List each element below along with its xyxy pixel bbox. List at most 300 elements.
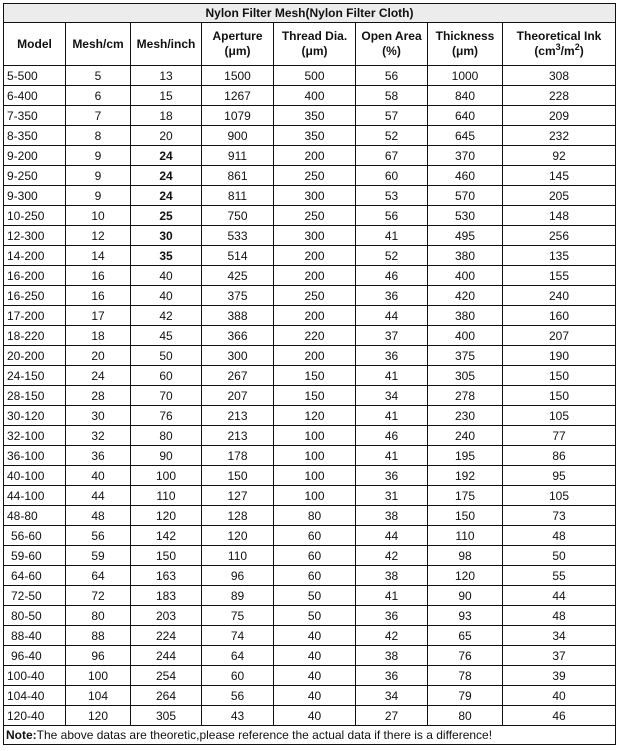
- cell-thread-dia: 120: [274, 406, 356, 426]
- cell-aperture: 1267: [202, 86, 274, 106]
- header-thread-label: Thread Dia.: [281, 29, 348, 43]
- cell-mesh-cm: 32: [66, 426, 131, 446]
- cell-thickness: 78: [428, 666, 503, 686]
- table-row: [4, 626, 616, 646]
- table-row: [4, 346, 616, 366]
- cell-thread-dia: 150: [274, 366, 356, 386]
- cell-open-area: 31: [356, 486, 428, 506]
- cell-open-area: 36: [356, 606, 428, 626]
- table-row: [4, 306, 616, 326]
- cell-thread-dia: 60: [274, 546, 356, 566]
- header-model: Model: [4, 23, 66, 66]
- cell-theoretical-ink: 209: [503, 106, 616, 126]
- cell-model: 40-100: [4, 466, 66, 486]
- cell-mesh-inch: 120: [131, 506, 202, 526]
- table-row: [4, 426, 616, 446]
- cell-mesh-cm: 24: [66, 366, 131, 386]
- cell-thickness: 90: [428, 586, 503, 606]
- cell-model: 28-150: [4, 386, 66, 406]
- table-header-row: [4, 23, 616, 66]
- cell-mesh-cm: 16: [66, 266, 131, 286]
- cell-open-area: 56: [356, 206, 428, 226]
- cell-mesh-inch: 24: [131, 166, 202, 186]
- cell-aperture: 60: [202, 666, 274, 686]
- cell-open-area: 52: [356, 246, 428, 266]
- cell-mesh-cm: 14: [66, 246, 131, 266]
- table-row: [4, 486, 616, 506]
- cell-thickness: 230: [428, 406, 503, 426]
- cell-thickness: 150: [428, 506, 503, 526]
- cell-aperture: 514: [202, 246, 274, 266]
- cell-thickness: 530: [428, 206, 503, 226]
- table-row: [4, 506, 616, 526]
- cell-model: 18-220: [4, 326, 66, 346]
- cell-open-area: 36: [356, 286, 428, 306]
- cell-aperture: 178: [202, 446, 274, 466]
- cell-open-area: 34: [356, 686, 428, 706]
- cell-aperture: 861: [202, 166, 274, 186]
- cell-theoretical-ink: 105: [503, 486, 616, 506]
- cell-aperture: 533: [202, 226, 274, 246]
- cell-thread-dia: 250: [274, 286, 356, 306]
- cell-model: 8-350: [4, 126, 66, 146]
- cell-model: 10-250: [4, 206, 66, 226]
- cell-theoretical-ink: 190: [503, 346, 616, 366]
- cell-mesh-inch: 305: [131, 706, 202, 726]
- cell-theoretical-ink: 92: [503, 146, 616, 166]
- cell-thread-dia: 40: [274, 626, 356, 646]
- cell-thickness: 93: [428, 606, 503, 626]
- cell-thread-dia: 100: [274, 466, 356, 486]
- cell-open-area: 42: [356, 546, 428, 566]
- cell-theoretical-ink: 34: [503, 626, 616, 646]
- cell-thickness: 278: [428, 386, 503, 406]
- cell-aperture: 750: [202, 206, 274, 226]
- table-row: [4, 566, 616, 586]
- cell-aperture: 811: [202, 186, 274, 206]
- header-theoretical-ink: [503, 23, 616, 66]
- cell-model: 12-300: [4, 226, 66, 246]
- header-open-label: Open Area: [361, 29, 422, 43]
- header-aperture-label: Aperture: [212, 29, 263, 43]
- cell-mesh-inch: 24: [131, 146, 202, 166]
- cell-mesh-inch: 50: [131, 346, 202, 366]
- cell-theoretical-ink: 232: [503, 126, 616, 146]
- header-ink-label: Theoretical Ink: [516, 29, 602, 43]
- table-row: [4, 106, 616, 126]
- cell-open-area: 41: [356, 406, 428, 426]
- header-aperture-unit: (μm): [224, 44, 251, 58]
- cell-thread-dia: 40: [274, 666, 356, 686]
- cell-model: 7-350: [4, 106, 66, 126]
- cell-open-area: 41: [356, 226, 428, 246]
- header-aperture: [202, 23, 274, 66]
- cell-thickness: 98: [428, 546, 503, 566]
- cell-thickness: 80: [428, 706, 503, 726]
- cell-theoretical-ink: 39: [503, 666, 616, 686]
- cell-theoretical-ink: 37: [503, 646, 616, 666]
- cell-mesh-cm: 7: [66, 106, 131, 126]
- table-row: [4, 66, 616, 86]
- cell-open-area: 41: [356, 366, 428, 386]
- cell-model: 56-60: [4, 526, 66, 546]
- table-row: [4, 366, 616, 386]
- note-label: Note:: [6, 728, 37, 742]
- ink-unit-sup-b: 2: [574, 42, 580, 52]
- table-title-row: [4, 4, 616, 23]
- cell-aperture: 425: [202, 266, 274, 286]
- cell-mesh-cm: 40: [66, 466, 131, 486]
- cell-mesh-cm: 36: [66, 446, 131, 466]
- cell-mesh-inch: 100: [131, 466, 202, 486]
- cell-theoretical-ink: 256: [503, 226, 616, 246]
- cell-theoretical-ink: 205: [503, 186, 616, 206]
- cell-open-area: 44: [356, 306, 428, 326]
- cell-thickness: 120: [428, 566, 503, 586]
- table-row: [4, 686, 616, 706]
- cell-mesh-cm: 18: [66, 326, 131, 346]
- cell-thickness: 1000: [428, 66, 503, 86]
- cell-thread-dia: 300: [274, 186, 356, 206]
- table-note: [4, 726, 616, 745]
- cell-thread-dia: 50: [274, 586, 356, 606]
- cell-aperture: 911: [202, 146, 274, 166]
- cell-thickness: 370: [428, 146, 503, 166]
- cell-thread-dia: 250: [274, 166, 356, 186]
- cell-mesh-inch: 163: [131, 566, 202, 586]
- cell-mesh-inch: 203: [131, 606, 202, 626]
- cell-theoretical-ink: 148: [503, 206, 616, 226]
- cell-mesh-inch: 18: [131, 106, 202, 126]
- table-row: [4, 186, 616, 206]
- cell-mesh-cm: 44: [66, 486, 131, 506]
- cell-thickness: 240: [428, 426, 503, 446]
- cell-open-area: 36: [356, 666, 428, 686]
- cell-open-area: 36: [356, 346, 428, 366]
- cell-thread-dia: 40: [274, 646, 356, 666]
- cell-theoretical-ink: 150: [503, 366, 616, 386]
- cell-mesh-cm: 9: [66, 146, 131, 166]
- cell-model: 59-60: [4, 546, 66, 566]
- cell-open-area: 34: [356, 386, 428, 406]
- cell-theoretical-ink: 55: [503, 566, 616, 586]
- cell-theoretical-ink: 95: [503, 466, 616, 486]
- cell-thread-dia: 200: [274, 246, 356, 266]
- cell-theoretical-ink: 73: [503, 506, 616, 526]
- cell-thickness: 195: [428, 446, 503, 466]
- cell-model: 24-150: [4, 366, 66, 386]
- header-open-unit: (%): [382, 44, 401, 58]
- cell-thread-dia: 80: [274, 506, 356, 526]
- cell-thickness: 420: [428, 286, 503, 306]
- table-title: Nylon Filter Mesh(Nylon Filter Cloth): [4, 4, 616, 23]
- table-row: [4, 586, 616, 606]
- cell-aperture: 56: [202, 686, 274, 706]
- cell-mesh-cm: 88: [66, 626, 131, 646]
- cell-model: 44-100: [4, 486, 66, 506]
- cell-mesh-cm: 28: [66, 386, 131, 406]
- cell-open-area: 60: [356, 166, 428, 186]
- cell-aperture: 388: [202, 306, 274, 326]
- note-row: [4, 726, 616, 745]
- cell-thickness: 76: [428, 646, 503, 666]
- cell-mesh-inch: 110: [131, 486, 202, 506]
- table-row: [4, 706, 616, 726]
- ink-unit-part-b: /m: [560, 44, 575, 58]
- cell-model: 104-40: [4, 686, 66, 706]
- cell-aperture: 1079: [202, 106, 274, 126]
- cell-open-area: 42: [356, 626, 428, 646]
- cell-mesh-inch: 30: [131, 226, 202, 246]
- cell-thickness: 640: [428, 106, 503, 126]
- cell-mesh-inch: 244: [131, 646, 202, 666]
- header-thickness: [428, 23, 503, 66]
- cell-thread-dia: 40: [274, 686, 356, 706]
- cell-mesh-inch: 40: [131, 286, 202, 306]
- cell-mesh-inch: 24: [131, 186, 202, 206]
- table-row: [4, 666, 616, 686]
- ink-unit-sup-a: 3: [555, 42, 561, 52]
- cell-thickness: 495: [428, 226, 503, 246]
- cell-aperture: 213: [202, 406, 274, 426]
- cell-open-area: 44: [356, 526, 428, 546]
- cell-model: 9-200: [4, 146, 66, 166]
- cell-model: 20-200: [4, 346, 66, 366]
- cell-mesh-inch: 42: [131, 306, 202, 326]
- cell-thread-dia: 150: [274, 386, 356, 406]
- cell-thickness: 375: [428, 346, 503, 366]
- table-row: [4, 86, 616, 106]
- header-thread-unit: (μm): [301, 44, 328, 58]
- cell-thread-dia: 100: [274, 486, 356, 506]
- cell-mesh-cm: 72: [66, 586, 131, 606]
- cell-thread-dia: 100: [274, 426, 356, 446]
- cell-thickness: 65: [428, 626, 503, 646]
- cell-mesh-cm: 120: [66, 706, 131, 726]
- cell-thickness: 305: [428, 366, 503, 386]
- cell-mesh-inch: 20: [131, 126, 202, 146]
- cell-thread-dia: 200: [274, 306, 356, 326]
- nylon-filter-mesh-table: [3, 3, 616, 745]
- table-row: [4, 386, 616, 406]
- table-row: [4, 286, 616, 306]
- table-row: [4, 206, 616, 226]
- cell-theoretical-ink: 40: [503, 686, 616, 706]
- table-row: [4, 546, 616, 566]
- spec-table-container: [3, 3, 615, 745]
- cell-theoretical-ink: 145: [503, 166, 616, 186]
- ink-unit-part-a: (cm: [534, 44, 556, 58]
- cell-aperture: 267: [202, 366, 274, 386]
- cell-theoretical-ink: 48: [503, 606, 616, 626]
- cell-theoretical-ink: 135: [503, 246, 616, 266]
- cell-mesh-cm: 30: [66, 406, 131, 426]
- cell-theoretical-ink: 150: [503, 386, 616, 406]
- cell-aperture: 89: [202, 586, 274, 606]
- cell-aperture: 110: [202, 546, 274, 566]
- cell-mesh-inch: 60: [131, 366, 202, 386]
- cell-thread-dia: 100: [274, 446, 356, 466]
- cell-model: 36-100: [4, 446, 66, 466]
- cell-mesh-inch: 264: [131, 686, 202, 706]
- cell-model: 32-100: [4, 426, 66, 446]
- cell-mesh-inch: 224: [131, 626, 202, 646]
- cell-thickness: 570: [428, 186, 503, 206]
- cell-model: 96-40: [4, 646, 66, 666]
- cell-open-area: 46: [356, 426, 428, 446]
- cell-theoretical-ink: 228: [503, 86, 616, 106]
- cell-theoretical-ink: 105: [503, 406, 616, 426]
- cell-open-area: 67: [356, 146, 428, 166]
- cell-thread-dia: 350: [274, 106, 356, 126]
- cell-mesh-inch: 13: [131, 66, 202, 86]
- cell-mesh-inch: 183: [131, 586, 202, 606]
- cell-theoretical-ink: 44: [503, 586, 616, 606]
- cell-mesh-inch: 76: [131, 406, 202, 426]
- cell-mesh-cm: 56: [66, 526, 131, 546]
- cell-mesh-cm: 104: [66, 686, 131, 706]
- cell-mesh-inch: 25: [131, 206, 202, 226]
- cell-mesh-cm: 48: [66, 506, 131, 526]
- cell-mesh-cm: 12: [66, 226, 131, 246]
- cell-theoretical-ink: 207: [503, 326, 616, 346]
- cell-thread-dia: 200: [274, 346, 356, 366]
- cell-thread-dia: 60: [274, 526, 356, 546]
- cell-mesh-cm: 16: [66, 286, 131, 306]
- cell-theoretical-ink: 77: [503, 426, 616, 446]
- cell-mesh-inch: 90: [131, 446, 202, 466]
- cell-open-area: 58: [356, 86, 428, 106]
- cell-model: 64-60: [4, 566, 66, 586]
- cell-mesh-inch: 70: [131, 386, 202, 406]
- cell-model: 9-250: [4, 166, 66, 186]
- cell-open-area: 38: [356, 566, 428, 586]
- cell-theoretical-ink: 308: [503, 66, 616, 86]
- cell-thickness: 175: [428, 486, 503, 506]
- cell-model: 80-50: [4, 606, 66, 626]
- header-mesh-inch: Mesh/inch: [131, 23, 202, 66]
- cell-theoretical-ink: 46: [503, 706, 616, 726]
- cell-aperture: 300: [202, 346, 274, 366]
- cell-thread-dia: 350: [274, 126, 356, 146]
- table-row: [4, 326, 616, 346]
- cell-open-area: 36: [356, 466, 428, 486]
- cell-aperture: 213: [202, 426, 274, 446]
- cell-open-area: 38: [356, 506, 428, 526]
- note-text: The above datas are theoretic,please reference the actual data if there is a difference!: [36, 728, 493, 742]
- table-row: [4, 446, 616, 466]
- table-row: [4, 226, 616, 246]
- cell-open-area: 53: [356, 186, 428, 206]
- header-open-area: [356, 23, 428, 66]
- cell-mesh-cm: 6: [66, 86, 131, 106]
- table-row: [4, 126, 616, 146]
- cell-mesh-inch: 35: [131, 246, 202, 266]
- cell-aperture: 1500: [202, 66, 274, 86]
- cell-model: 5-500: [4, 66, 66, 86]
- cell-model: 88-40: [4, 626, 66, 646]
- cell-aperture: 64: [202, 646, 274, 666]
- cell-thread-dia: 40: [274, 706, 356, 726]
- cell-mesh-inch: 150: [131, 546, 202, 566]
- cell-model: 48-80: [4, 506, 66, 526]
- cell-open-area: 27: [356, 706, 428, 726]
- cell-mesh-cm: 9: [66, 166, 131, 186]
- cell-thread-dia: 400: [274, 86, 356, 106]
- cell-model: 9-300: [4, 186, 66, 206]
- table-row: [4, 246, 616, 266]
- cell-open-area: 56: [356, 66, 428, 86]
- table-row: [4, 646, 616, 666]
- cell-thread-dia: 200: [274, 146, 356, 166]
- cell-thickness: 380: [428, 246, 503, 266]
- cell-model: 14-200: [4, 246, 66, 266]
- cell-model: 17-200: [4, 306, 66, 326]
- header-thread-dia: [274, 23, 356, 66]
- cell-open-area: 46: [356, 266, 428, 286]
- cell-thread-dia: 220: [274, 326, 356, 346]
- cell-open-area: 37: [356, 326, 428, 346]
- cell-aperture: 128: [202, 506, 274, 526]
- cell-open-area: 57: [356, 106, 428, 126]
- cell-model: 6-400: [4, 86, 66, 106]
- cell-thickness: 400: [428, 266, 503, 286]
- header-ink-unit: [534, 44, 583, 58]
- cell-mesh-inch: 80: [131, 426, 202, 446]
- cell-mesh-cm: 9: [66, 186, 131, 206]
- cell-thread-dia: 60: [274, 566, 356, 586]
- cell-thread-dia: 200: [274, 266, 356, 286]
- cell-model: 100-40: [4, 666, 66, 686]
- cell-aperture: 375: [202, 286, 274, 306]
- cell-aperture: 366: [202, 326, 274, 346]
- cell-thickness: 192: [428, 466, 503, 486]
- cell-theoretical-ink: 48: [503, 526, 616, 546]
- cell-thread-dia: 50: [274, 606, 356, 626]
- cell-mesh-inch: 45: [131, 326, 202, 346]
- cell-thickness: 380: [428, 306, 503, 326]
- cell-mesh-cm: 100: [66, 666, 131, 686]
- cell-mesh-cm: 10: [66, 206, 131, 226]
- cell-mesh-cm: 96: [66, 646, 131, 666]
- ink-unit-part-c: ): [579, 44, 584, 58]
- cell-model: 120-40: [4, 706, 66, 726]
- table-row: [4, 146, 616, 166]
- cell-aperture: 120: [202, 526, 274, 546]
- cell-thread-dia: 500: [274, 66, 356, 86]
- cell-mesh-inch: 40: [131, 266, 202, 286]
- cell-thickness: 840: [428, 86, 503, 106]
- cell-mesh-cm: 64: [66, 566, 131, 586]
- table-row: [4, 406, 616, 426]
- table-row: [4, 606, 616, 626]
- cell-thickness: 79: [428, 686, 503, 706]
- header-mesh-cm: Mesh/cm: [66, 23, 131, 66]
- cell-thread-dia: 250: [274, 206, 356, 226]
- cell-aperture: 74: [202, 626, 274, 646]
- table-row: [4, 266, 616, 286]
- cell-aperture: 900: [202, 126, 274, 146]
- cell-theoretical-ink: 155: [503, 266, 616, 286]
- cell-open-area: 41: [356, 446, 428, 466]
- cell-model: 72-50: [4, 586, 66, 606]
- cell-mesh-cm: 17: [66, 306, 131, 326]
- cell-mesh-inch: 254: [131, 666, 202, 686]
- table-row: [4, 166, 616, 186]
- cell-model: 16-250: [4, 286, 66, 306]
- cell-thickness: 460: [428, 166, 503, 186]
- cell-aperture: 127: [202, 486, 274, 506]
